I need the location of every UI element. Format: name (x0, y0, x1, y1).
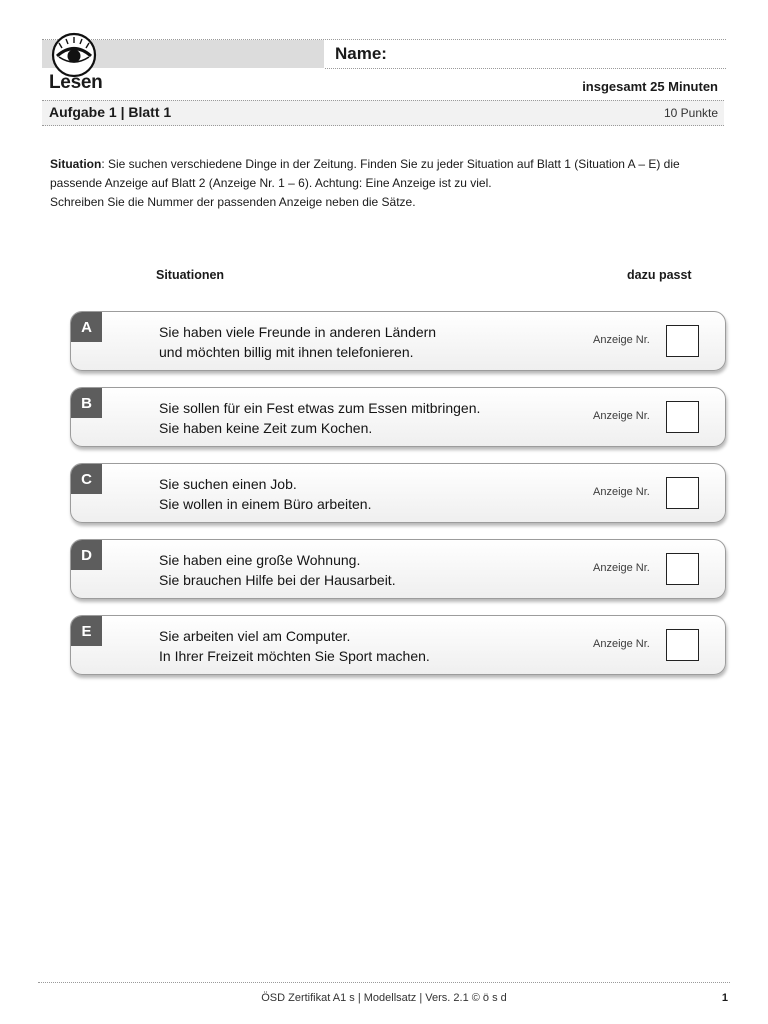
footer-text: ÖSD Zertifikat A1 s | Modellsatz | Vers. 2.1 © ö s d (261, 992, 507, 1004)
answer-box-a[interactable] (666, 325, 699, 357)
time-total: insgesamt 25 Minuten (582, 79, 718, 94)
points-label: 10 Punkte (663, 106, 718, 120)
situation-card-b (70, 387, 726, 447)
answer-box-c[interactable] (666, 477, 699, 509)
situation-letter: B (71, 388, 102, 418)
column-heading-situations: Situationen (156, 268, 225, 282)
instruction-line-1 (50, 155, 740, 174)
situation-line-1: Sie arbeiten viel am Computer. (159, 628, 351, 644)
answer-box-b[interactable] (666, 401, 699, 433)
situation-line-2: In Ihrer Freizeit möchten Sie Sport machen. (159, 648, 430, 664)
answer-label: Anzeige Nr. (593, 410, 650, 422)
situation-letter: D (71, 540, 102, 570)
situation-card-a (70, 311, 726, 371)
answer-label: Anzeige Nr. (593, 638, 650, 650)
answer-box-e[interactable] (666, 629, 699, 661)
situation-line-1: Sie suchen einen Job. (159, 476, 297, 492)
situation-card-c (70, 463, 726, 523)
situation-card-e (70, 615, 726, 675)
situation-text (159, 550, 396, 590)
situation-text (159, 322, 436, 362)
situation-letter: A (71, 312, 102, 342)
name-label: Name: (335, 44, 387, 63)
situation-card-d (70, 539, 726, 599)
section-title: Lesen (49, 72, 103, 93)
situation-line-1: Sie haben viele Freunde in anderen Ländern (159, 324, 437, 340)
column-heading-matches: dazu passt (627, 268, 692, 282)
situation-letter: C (71, 464, 102, 494)
answer-label: Anzeige Nr. (593, 486, 650, 498)
instructions (50, 155, 740, 212)
situation-line-1: Sie haben eine große Wohnung. (159, 552, 361, 568)
situation-text (159, 398, 480, 438)
situation-letter: E (71, 616, 102, 646)
situation-line-2: und möchten billig mit ihnen telefonieren. (159, 344, 414, 360)
situation-line-2: Sie haben keine Zeit zum Kochen. (159, 420, 373, 436)
situation-line-2: Sie brauchen Hilfe bei der Hausarbeit. (159, 572, 396, 588)
situation-text (159, 474, 371, 514)
instruction-line-3: Schreiben Sie die Nummer der passenden Anzeige neben die Sätze. (50, 195, 416, 209)
name-field[interactable] (325, 68, 726, 69)
footer-rule (38, 982, 730, 983)
situation-text (159, 626, 430, 666)
answer-label: Anzeige Nr. (593, 334, 650, 346)
answer-box-d[interactable] (666, 553, 699, 585)
answer-label: Anzeige Nr. (593, 562, 650, 574)
situation-line-1: Sie sollen für ein Fest etwas zum Essen mitbringen. (159, 400, 481, 416)
instruction-line-2: passende Anzeige auf Blatt 2 (Anzeige Nr. 1 – 6). Achtung: Eine Anzeige ist zu viel. (50, 176, 492, 190)
page-number: 1 (721, 992, 728, 1004)
situation-label: Situation (50, 157, 102, 171)
task-title: Aufgabe 1 | Blatt 1 (49, 104, 172, 120)
instruction-text-1: : Sie suchen verschiedene Dinge in der Zeitung. Finden Sie zu jeder Situation auf Blatt 1 (Situation A – E) die (101, 157, 680, 171)
situation-line-2: Sie wollen in einem Büro arbeiten. (159, 496, 372, 512)
